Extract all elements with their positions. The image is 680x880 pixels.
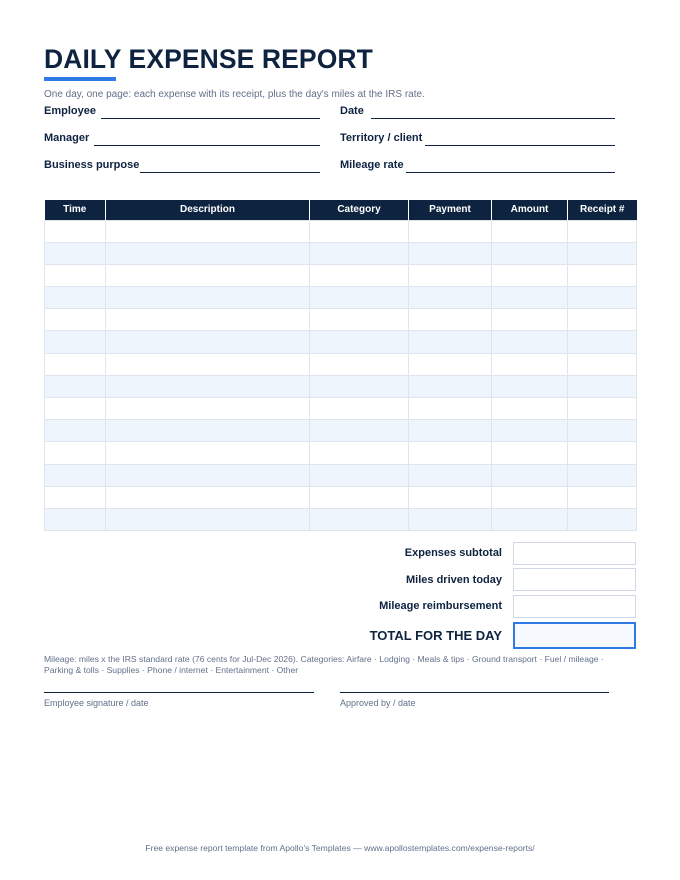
table-cell[interactable]: [492, 464, 568, 486]
table-cell[interactable]: [106, 287, 310, 309]
employee-signature-label: Employee signature / date: [44, 698, 149, 708]
table-cell[interactable]: [492, 442, 568, 464]
table-cell[interactable]: [106, 375, 310, 397]
table-cell[interactable]: [492, 242, 568, 264]
table-cell[interactable]: [45, 375, 106, 397]
table-cell[interactable]: [310, 242, 409, 264]
table-cell[interactable]: [310, 220, 409, 242]
miles-driven-field[interactable]: [513, 568, 636, 591]
table-cell[interactable]: [310, 442, 409, 464]
table-cell[interactable]: [409, 420, 492, 442]
table-row: [45, 264, 637, 286]
page-footer: Free expense report template from Apollo's Templates — www.apollostemplates.com/expense-reports/: [145, 843, 535, 853]
table-cell[interactable]: [568, 442, 637, 464]
table-cell[interactable]: [45, 420, 106, 442]
table-cell[interactable]: [310, 508, 409, 530]
table-row: [45, 220, 637, 242]
table-cell[interactable]: [409, 242, 492, 264]
table-cell[interactable]: [568, 331, 637, 353]
table-cell[interactable]: [45, 287, 106, 309]
table-cell[interactable]: [568, 220, 637, 242]
table-cell[interactable]: [409, 486, 492, 508]
table-cell[interactable]: [106, 264, 310, 286]
business-purpose-label: Business purpose: [44, 159, 140, 171]
manager-field[interactable]: [94, 145, 320, 146]
table-cell[interactable]: [409, 464, 492, 486]
table-cell[interactable]: [45, 220, 106, 242]
table-row: [45, 309, 637, 331]
employee-label: Employee: [44, 105, 96, 117]
table-cell[interactable]: [409, 353, 492, 375]
table-row: [45, 375, 637, 397]
table-cell[interactable]: [492, 398, 568, 420]
table-cell[interactable]: [492, 420, 568, 442]
expense-table-body: [45, 220, 637, 531]
table-cell[interactable]: [492, 353, 568, 375]
mileage-rate-field[interactable]: [406, 172, 615, 173]
employee-field[interactable]: [101, 118, 320, 119]
table-cell[interactable]: [106, 220, 310, 242]
employee-signature-line[interactable]: [44, 692, 314, 693]
table-row: [45, 464, 637, 486]
table-row: [45, 486, 637, 508]
table-cell[interactable]: [409, 264, 492, 286]
table-cell[interactable]: [409, 375, 492, 397]
col-header-amount: Amount: [492, 200, 568, 220]
table-header-row: [45, 200, 637, 220]
manager-label: Manager: [44, 132, 90, 144]
table-cell[interactable]: [45, 331, 106, 353]
table-cell[interactable]: [409, 442, 492, 464]
table-cell[interactable]: [568, 375, 637, 397]
expenses-subtotal-label: Expenses subtotal: [404, 547, 502, 559]
total-for-day-label: TOTAL FOR THE DAY: [369, 628, 502, 643]
table-cell[interactable]: [492, 486, 568, 508]
table-cell[interactable]: [310, 420, 409, 442]
col-header-payment: Payment: [409, 200, 492, 220]
table-cell[interactable]: [45, 242, 106, 264]
table-row: [45, 353, 637, 375]
table-cell[interactable]: [492, 508, 568, 530]
table-row: [45, 331, 637, 353]
mileage-reimbursement-field[interactable]: [513, 595, 636, 618]
table-cell[interactable]: [409, 398, 492, 420]
table-cell[interactable]: [310, 486, 409, 508]
table-cell[interactable]: [45, 264, 106, 286]
table-cell[interactable]: [568, 398, 637, 420]
table-cell[interactable]: [106, 353, 310, 375]
table-cell[interactable]: [106, 442, 310, 464]
table-cell[interactable]: [106, 309, 310, 331]
table-cell[interactable]: [45, 398, 106, 420]
table-cell[interactable]: [492, 220, 568, 242]
table-cell[interactable]: [409, 508, 492, 530]
col-header-receipt: Receipt #: [568, 200, 637, 220]
table-cell[interactable]: [568, 309, 637, 331]
table-cell[interactable]: [45, 442, 106, 464]
miles-driven-label: Miles driven today: [406, 574, 502, 586]
territory-field[interactable]: [425, 145, 615, 146]
date-field[interactable]: [371, 118, 615, 119]
table-cell[interactable]: [106, 242, 310, 264]
table-cell[interactable]: [310, 287, 409, 309]
table-cell[interactable]: [568, 353, 637, 375]
table-cell[interactable]: [568, 464, 637, 486]
table-cell[interactable]: [409, 309, 492, 331]
table-row: [45, 442, 637, 464]
table-cell[interactable]: [45, 486, 106, 508]
col-header-time: Time: [45, 200, 106, 220]
table-cell[interactable]: [568, 242, 637, 264]
table-cell[interactable]: [310, 375, 409, 397]
table-row: [45, 508, 637, 530]
table-cell[interactable]: [106, 420, 310, 442]
table-cell[interactable]: [45, 508, 106, 530]
table-cell[interactable]: [568, 420, 637, 442]
table-cell[interactable]: [310, 264, 409, 286]
table-cell[interactable]: [106, 486, 310, 508]
table-cell[interactable]: [492, 331, 568, 353]
title-accent-bar: [44, 77, 116, 81]
table-cell[interactable]: [568, 486, 637, 508]
mileage-rate-label: Mileage rate: [340, 159, 404, 171]
date-label: Date: [340, 105, 364, 117]
report-subtitle: One day, one page: each expense with its receipt, plus the day's miles at the IRS rate.: [44, 89, 425, 100]
approved-by-line[interactable]: [340, 692, 609, 693]
territory-label: Territory / client: [340, 132, 423, 144]
table-cell[interactable]: [310, 309, 409, 331]
table-cell[interactable]: [492, 264, 568, 286]
table-cell[interactable]: [409, 220, 492, 242]
table-cell[interactable]: [106, 331, 310, 353]
mileage-categories-note: Mileage: miles x the IRS standard rate (76 cents for Jul-Dec 2026). Categories: Airfare · Lodging · Meals & tips · Ground transport · Fuel / mileage · Parking & tolls · Supplies · Phone / internet · Entertainment · Other: [44, 654, 604, 675]
mileage-reimbursement-label: Mileage reimbursement: [379, 600, 502, 612]
table-cell[interactable]: [106, 398, 310, 420]
expenses-subtotal-field[interactable]: [513, 542, 636, 565]
table-cell[interactable]: [568, 287, 637, 309]
table-row: [45, 287, 637, 309]
table-cell[interactable]: [310, 331, 409, 353]
table-cell[interactable]: [568, 264, 637, 286]
table-cell[interactable]: [568, 508, 637, 530]
table-cell[interactable]: [492, 375, 568, 397]
table-cell[interactable]: [492, 287, 568, 309]
table-cell[interactable]: [310, 464, 409, 486]
total-for-day-field[interactable]: [513, 622, 636, 649]
table-cell[interactable]: [106, 464, 310, 486]
table-cell[interactable]: [492, 309, 568, 331]
table-cell[interactable]: [45, 464, 106, 486]
table-row: [45, 420, 637, 442]
table-cell[interactable]: [310, 398, 409, 420]
table-cell[interactable]: [45, 309, 106, 331]
approved-by-label: Approved by / date: [340, 698, 416, 708]
table-cell[interactable]: [310, 353, 409, 375]
table-cell[interactable]: [409, 331, 492, 353]
table-cell[interactable]: [45, 353, 106, 375]
table-row: [45, 242, 637, 264]
table-cell[interactable]: [409, 287, 492, 309]
report-title: DAILY EXPENSE REPORT: [44, 44, 373, 74]
col-header-description: Description: [106, 200, 310, 220]
expense-table: [44, 200, 637, 531]
col-header-category: Category: [310, 200, 409, 220]
business-purpose-field[interactable]: [140, 172, 320, 173]
table-cell[interactable]: [106, 508, 310, 530]
table-row: [45, 398, 637, 420]
